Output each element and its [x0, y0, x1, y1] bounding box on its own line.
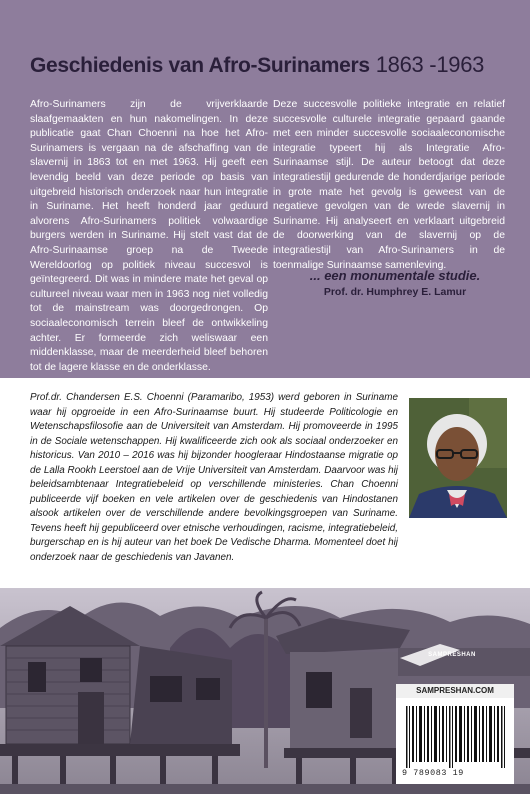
publisher-logo-label: SAMPRESHAN	[428, 652, 476, 658]
barcode-box	[396, 684, 514, 784]
quote-text: ... een monumentale studie.	[309, 268, 481, 283]
summary-panel	[0, 0, 530, 378]
publisher-website: SAMPRESHAN.COM	[396, 684, 514, 698]
author-portrait	[409, 398, 507, 518]
barcode-icon	[406, 706, 506, 768]
book-title	[30, 52, 510, 78]
title-text: Geschiedenis van Afro-Surinamers	[30, 54, 370, 77]
author-bio: Prof.dr. Chandersen E.S. Choenni (Paramaribo, 1953) werd geboren in Suriname waar hij opgroeide in een Afro-Surinaamse buurt. Hij studeerde Politicologie en Wetenschapsfilosofie aan de Universiteit van Amsterdam. Hij promoveerde in 1995 in de Sociale wetenschappen. Hij kwalificeerde zich ook als sociaal onderzoeker en historicus. Van 2010 – 2016 was hij bijzonder hoogleraar Hindostaanse migratie op de Lalla Rookh Leerstoel aan de Vrije Universiteit van Amsterdam. Daarvoor was hij beleidsambtenaar Integratiebeleid op verschillende ministeries. Chan Choenni publiceerde vijf boeken en vele artikelen over de geschiedenis van Hindostanen alsook artikelen over de verschillende andere bevolkingsgroepen van Suriname. Tevens heeft hij gepubliceerd over etnische verhoudingen, racisme, integratiebeleid, burgerschap en is hij auteur van het boek De Vedische Dharma. Momenteel doet hij onderzoek naar de geschiedenis van Javanen.	[30, 392, 398, 563]
summary-right-column: Deze succesvolle politieke integratie en relatief succesvolle culturele integratie gepaard gaande met een minder succesvolle sociaaleconomische integratie typeert hij als Integratie Afro-Surinaamse stijl. De auteur betoogt dat deze integratiestijl gedurende de honderdjarige periode in grote mate het gevolg is geweest van de negatieve gevolgen van de wrede slavernij in Suriname. Hij analyseert en verklaart uitgebreid de doorwerking van de slavernij op de integratiestijl van Afro-Surinamers in de toenmalige Surinaamse samenleving.	[273, 99, 505, 271]
isbn-number: 9 789083 19	[402, 768, 464, 778]
quote-author: Prof. dr. Humphrey E. Lamur	[323, 286, 467, 298]
summary-left-column: Afro-Surinamers zijn de vrijverklaarde slaafgemaakten en hun nakomelingen. In deze publicatie gaat Chan Choenni na hoe het Afro-Surinamers is vergaan na de afschaffing van de slavernij in 1863 tot en met 1963. Hij geeft een levendig beeld van deze periode op basis van uitgebreid historisch onderzoek naar hun integratie in Suriname. Het heeft honderd jaar geduurd alvorens Afro-Surinamers politiek volwaardige burgers werden in Suriname. Hij stelt vast dat de Afro-Surinaamse groep na de Tweede Wereldoorlog op politiek niveau succesvol is geïntegreerd. Dit was in mindere mate het geval op cultureel niveau waar men in 1963 nog niet volledig tot de mainstream was doorgedrongen. Op sociaaleconomisch terrein bleef de ontwikkeling achter. Er formeerde zich weliswaar een middenklasse, maar de meerderheid bleef behoren tot de lagere klasse en de onderklasse.	[30, 99, 268, 373]
review-quote	[280, 268, 510, 298]
title-years: 1863 -1963	[375, 52, 485, 77]
